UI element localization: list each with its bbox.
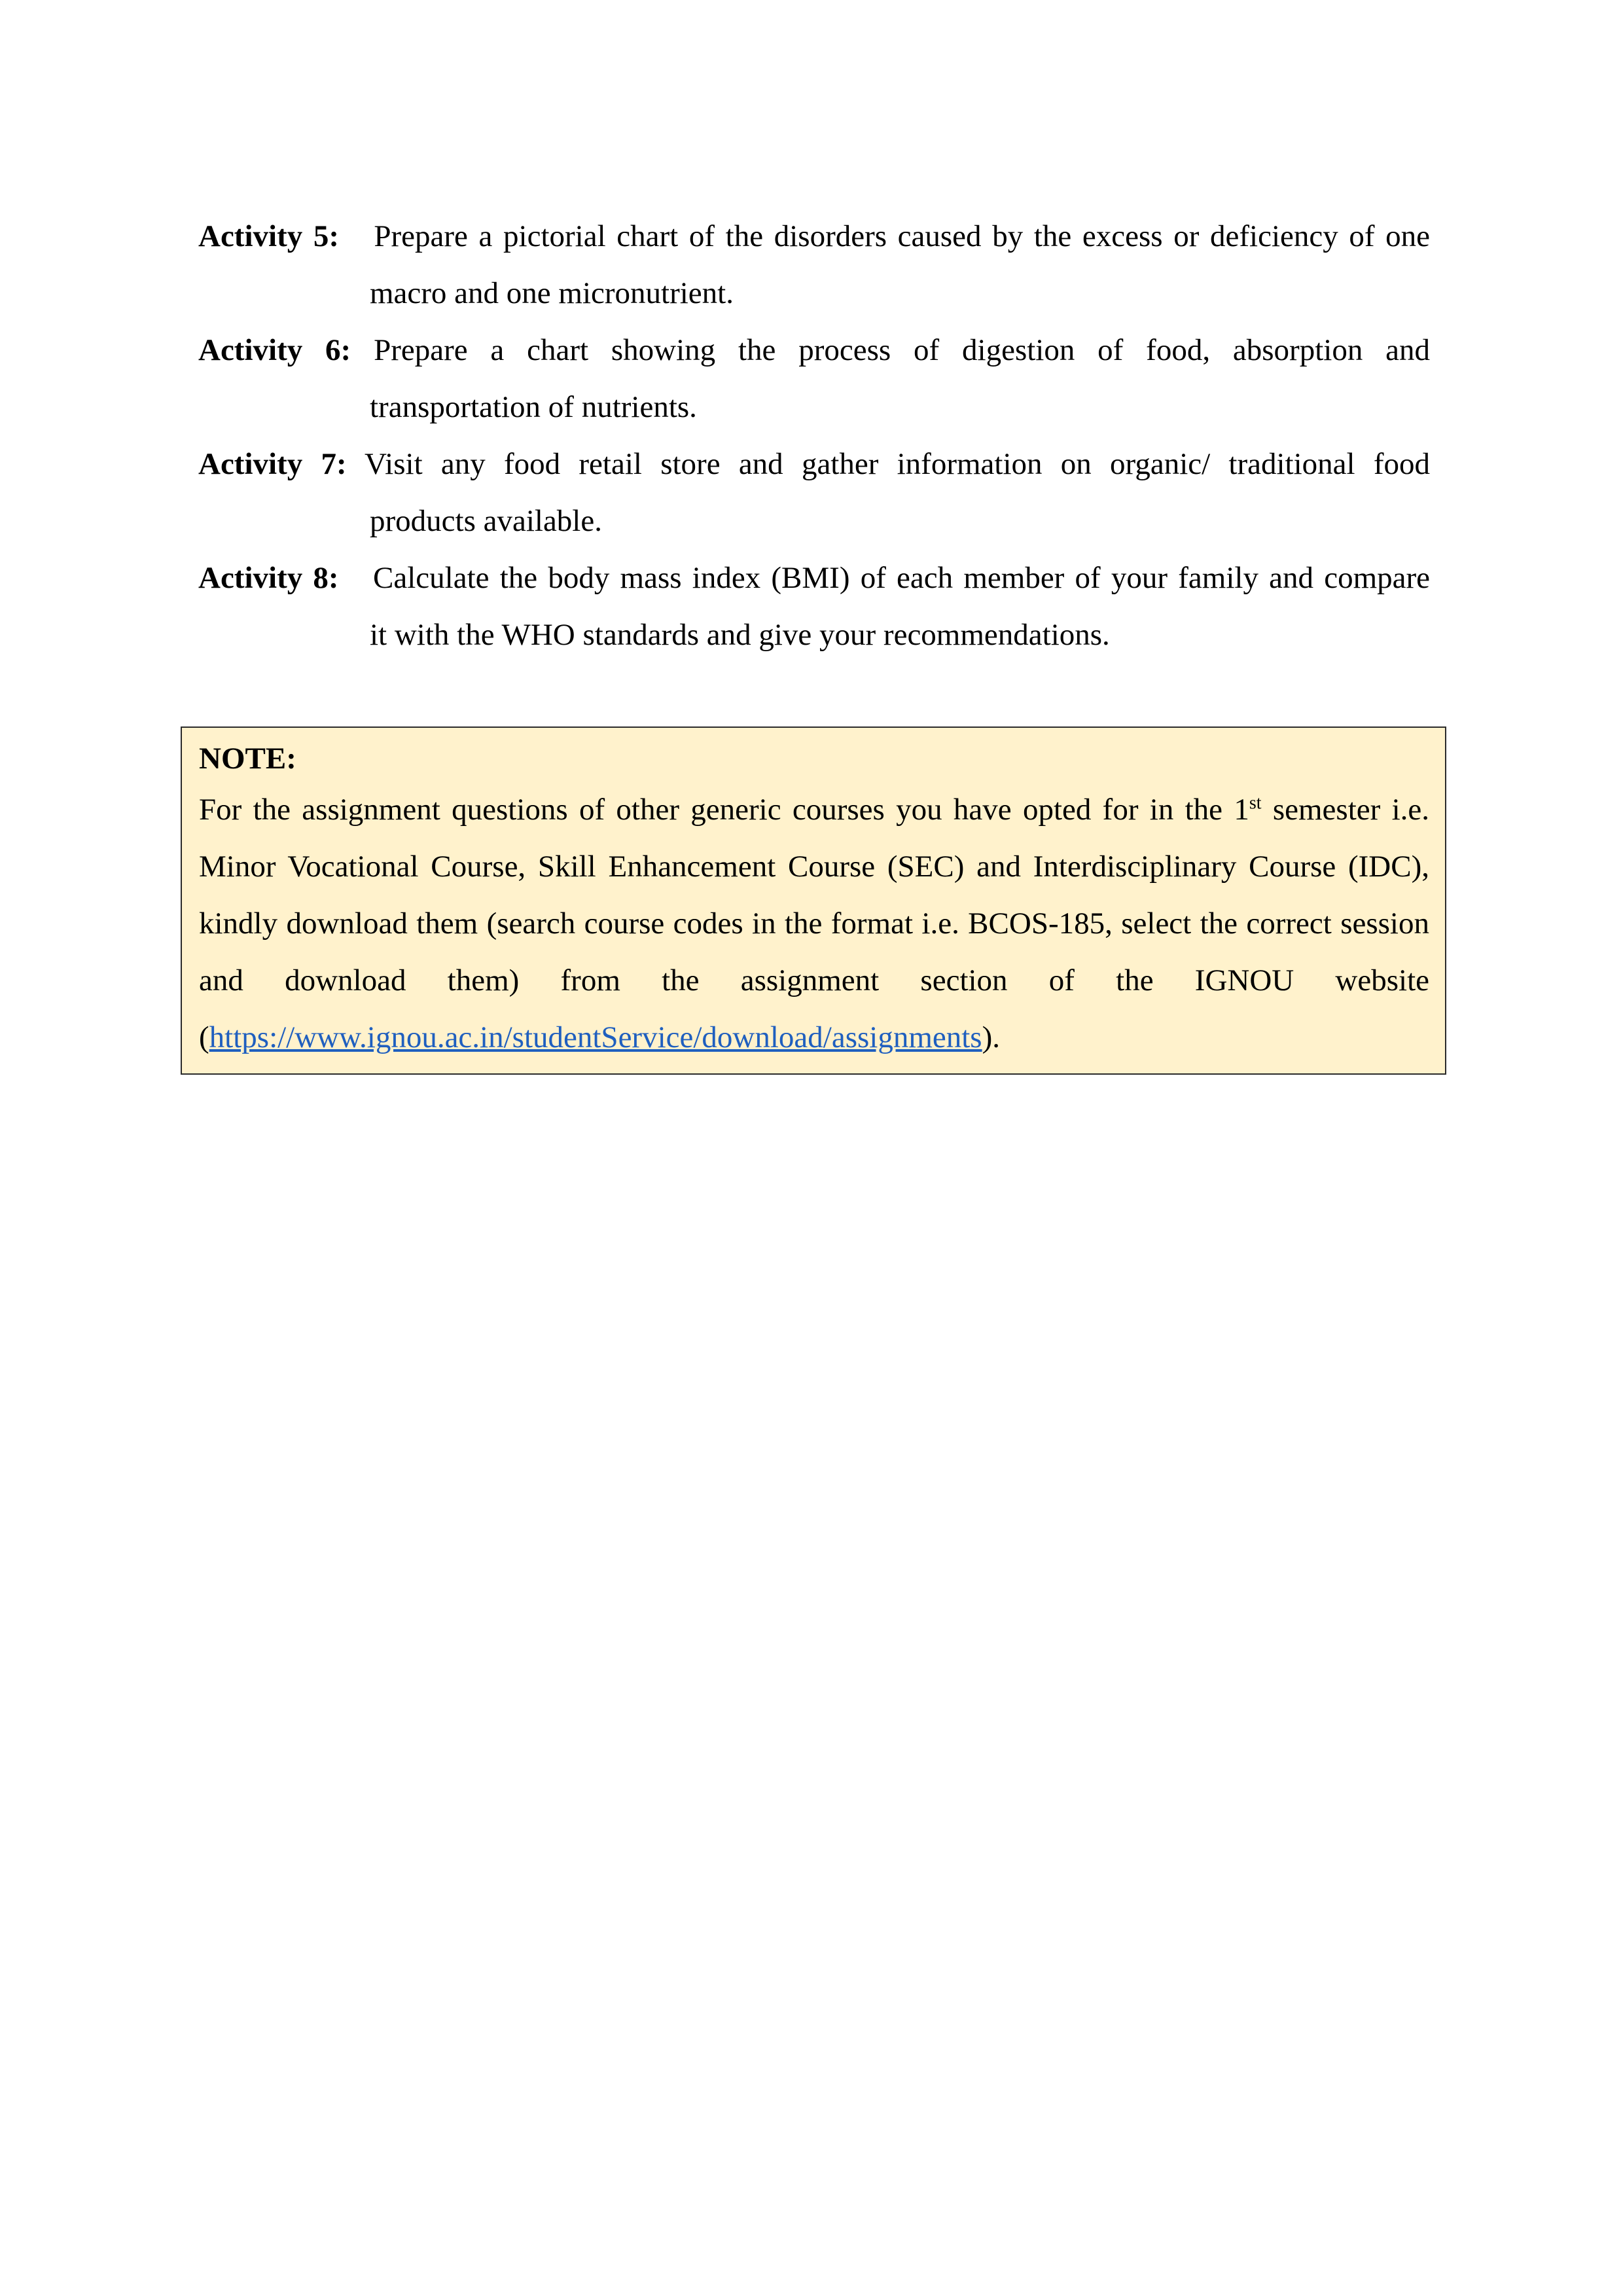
note-title: NOTE: (199, 742, 296, 776)
note-superscript: st (1249, 793, 1262, 814)
activity-6-label: Activity 6: (198, 333, 351, 367)
activities-list (198, 208, 1430, 664)
activity-8-label: Activity 8: (198, 561, 339, 595)
activity-8-text: Calculate the body mass index (BMI) of each member of your family and compare (373, 561, 1431, 595)
activity-7-text: Visit any food retail store and gather information on organic/ traditional food (365, 447, 1430, 481)
note-box (181, 726, 1446, 1075)
assignments-link[interactable]: https://www.ignou.ac.in/studentService/download/assignments (209, 1020, 982, 1054)
activity-5 (198, 208, 1430, 322)
activity-6-line-2: transportation of nutrients. (370, 390, 697, 424)
activity-6-text: Prepare a chart showing the process of digestion of food, absorption and (374, 333, 1431, 367)
activity-8-line-1 (198, 550, 1430, 607)
activity-5-text: Prepare a pictorial chart of the disorders caused by the excess or deficiency of one (374, 219, 1431, 253)
activity-7-label: Activity 7: (198, 447, 347, 481)
link-open-paren: ( (199, 1020, 209, 1054)
activity-5-line-2: macro and one micronutrient. (370, 276, 734, 310)
activity-5-line-1 (198, 208, 1430, 265)
activity-6 (198, 322, 1430, 436)
activity-8-line-2: it with the WHO standards and give your recommendations. (370, 618, 1110, 652)
activity-7-line-1 (198, 436, 1430, 493)
activity-7-line-2: products available. (370, 504, 602, 538)
activity-5-label: Activity 5: (198, 219, 340, 253)
link-close-paren: ). (982, 1020, 1001, 1054)
activity-6-line-1 (198, 322, 1430, 379)
note-text (199, 781, 1429, 1066)
note-text-start: For the assignment questions of other generic courses you have opted for in the 1 (199, 793, 1249, 827)
activity-8 (198, 550, 1430, 664)
activity-7 (198, 436, 1430, 550)
note-text-body: semester i.e. Minor Vocational Course, Skill Enhancement Course (SEC) and Interdisciplinary Course (IDC), kindly download them (search course codes in the format i.e. BCOS-185, select the correct session and download them) from the assignment section of the IGNOU website (199, 793, 1429, 997)
